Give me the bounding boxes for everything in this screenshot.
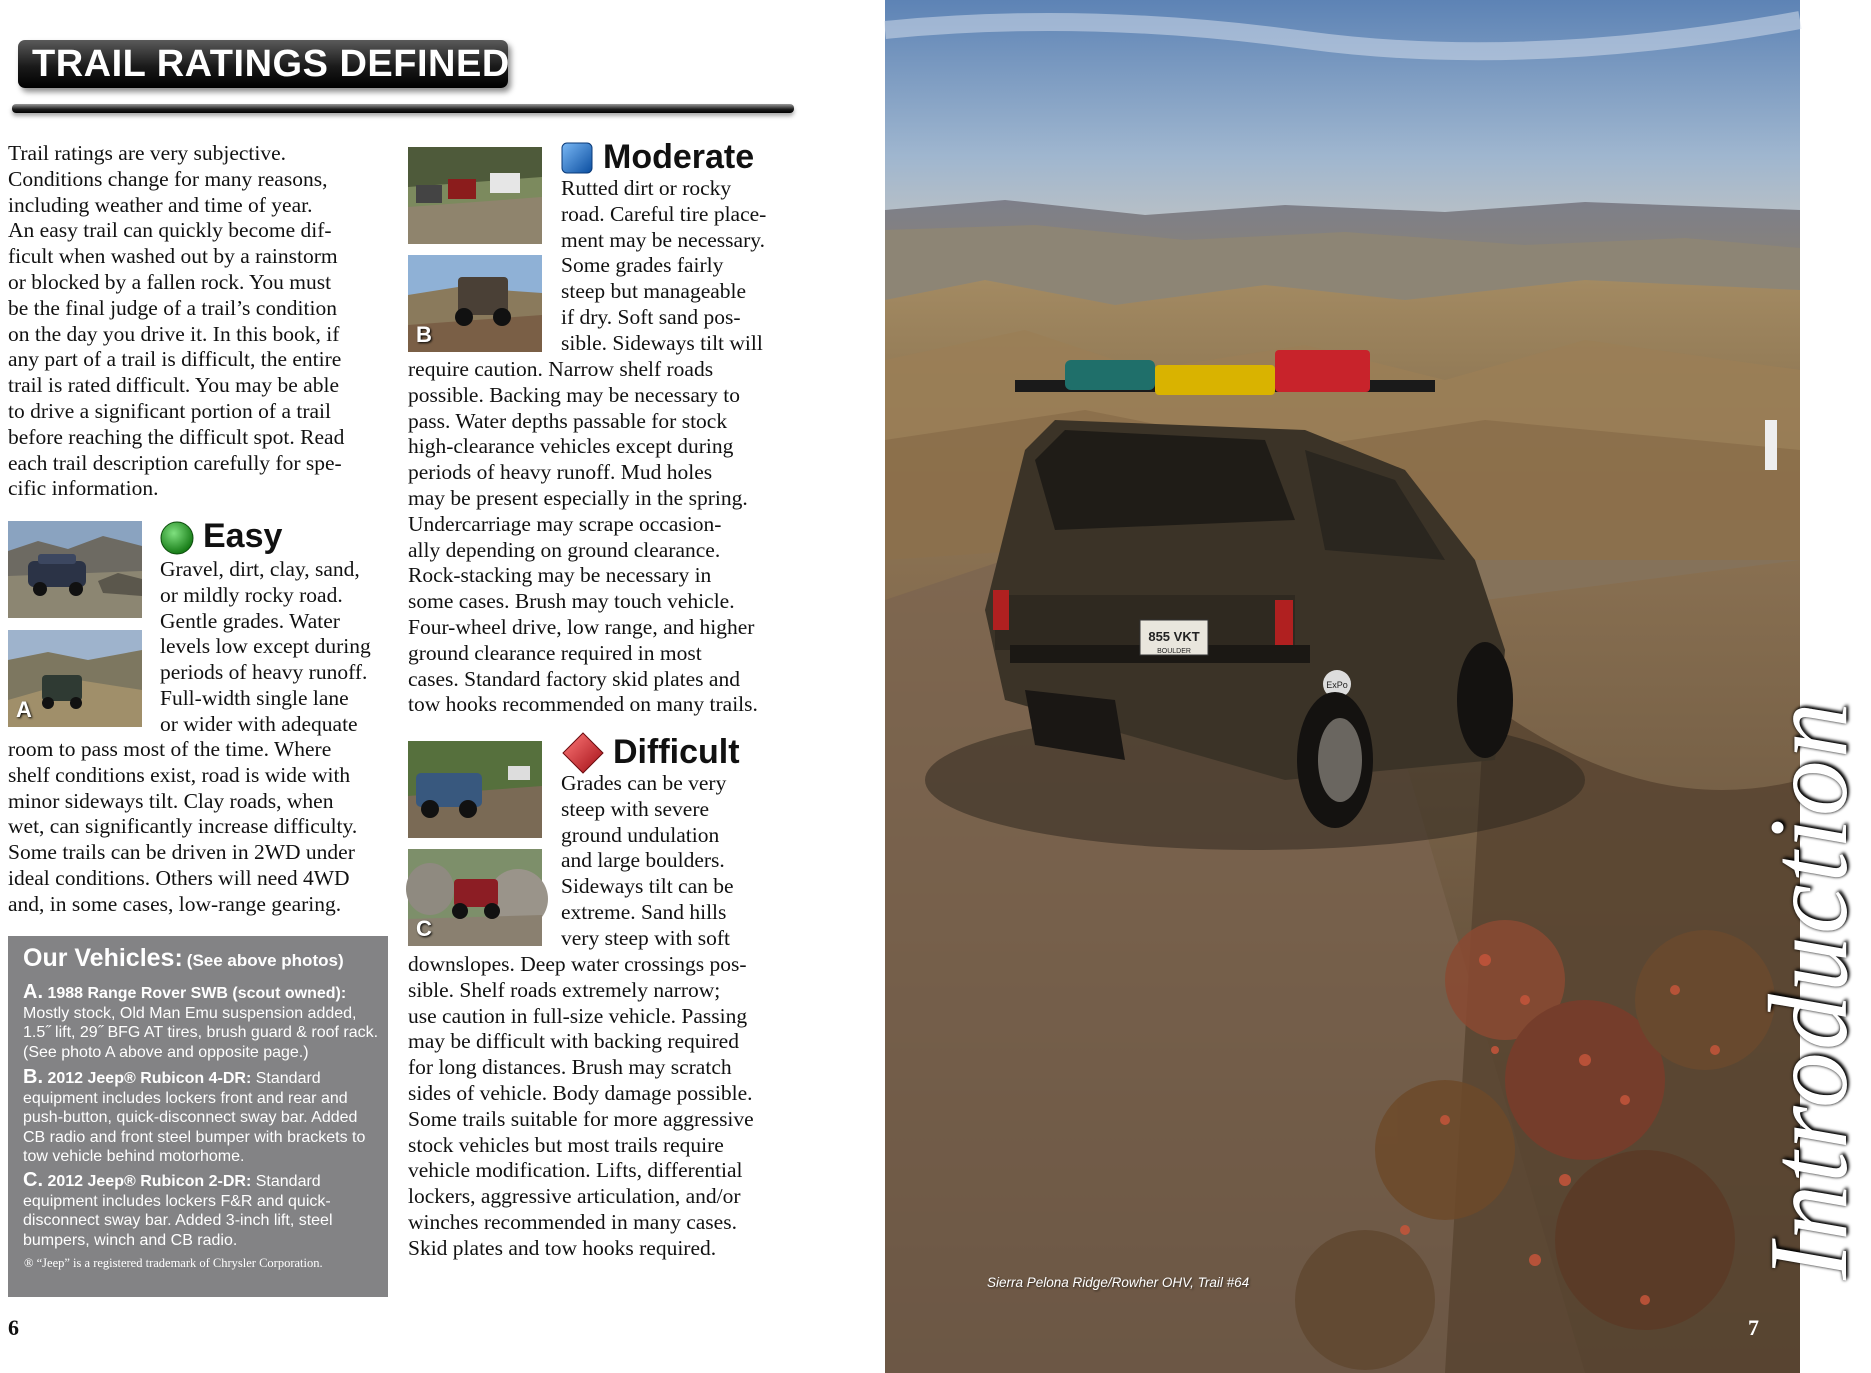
intro-line: ficult when washed out by a rainstorm (8, 244, 338, 269)
intro-line: trail is rated difficult. You may be able (8, 373, 339, 398)
difficult-description-wrap (561, 771, 791, 952)
moderate-heading: Moderate (603, 138, 755, 176)
difficult-line: stock vehicles but most trails require (408, 1132, 724, 1157)
intro-line: Trail ratings are very subjective. (8, 141, 287, 165)
title-rule (12, 104, 794, 113)
moderate-photo-2 (408, 255, 542, 352)
moderate-line: Some grades fairly (561, 253, 724, 278)
page-number-right: 7 (1748, 1315, 1759, 1340)
photo-caption: Sierra Pelona Ridge/Rowher OHV, Trail #64 (987, 1275, 1250, 1290)
easy-line: room to pass most of the time. Where (8, 737, 332, 761)
vehicles-title (23, 944, 344, 973)
easy-line: Some trails can be driven in 2WD under (8, 840, 355, 865)
intro-line: Conditions change for many reasons, (8, 166, 328, 191)
vehicle-item-a (23, 983, 383, 1062)
vehicles-title-text: Our Vehicles: (23, 944, 183, 972)
license-plate: 855 VKT (1148, 629, 1200, 644)
easy-line: or mildly rocky road. (160, 582, 343, 607)
difficult-line: vehicle modification. Lifts, differential (408, 1158, 743, 1183)
difficult-line: Some trails suitable for more aggressive (408, 1106, 754, 1131)
difficult-line: lockers, aggressive articulation, and/or (408, 1184, 741, 1209)
difficult-line: sides of vehicle. Body damage possible. (408, 1080, 753, 1105)
intro-paragraph (8, 141, 378, 502)
moderate-line: steep but manageable (561, 279, 747, 304)
moderate-line: tow hooks recommended on many trails. (408, 692, 758, 717)
moderate-description (408, 357, 798, 718)
difficult-line: winches recommended in many cases. (408, 1209, 737, 1234)
difficult-line: Skid plates and tow hooks required. (408, 1235, 717, 1260)
page-title: TRAIL RATINGS DEFINED (32, 43, 510, 85)
easy-photo-2 (8, 630, 142, 727)
page-number-left: 6 (8, 1315, 19, 1340)
easy-line: ideal conditions. Others will need 4WD (8, 865, 350, 890)
easy-line: periods of heavy runoff. (160, 660, 368, 685)
vehicle-item-b (23, 1068, 383, 1167)
vehicles-subtitle: (See above photos) (186, 951, 344, 970)
easy-heading: Easy (203, 517, 283, 555)
intro-line: on the day you drive it. In this book, if (8, 321, 340, 346)
vehicle-name: 2012 Jeep® Rubicon 4-DR: (47, 1070, 252, 1087)
intro-line: cific information. (8, 476, 159, 501)
moderate-line: Rutted dirt or rocky (561, 176, 732, 200)
blue-square-icon (561, 142, 593, 174)
our-vehicles-box (8, 936, 388, 1297)
moderate-line: possible. Backing may be necessary to (408, 382, 740, 407)
vehicle-letter: A. (23, 981, 43, 1003)
difficult-line: steep with severe (561, 796, 710, 821)
easy-line: wet, can significantly increase difficulty. (8, 814, 358, 839)
vehicle-name: 1988 Range Rover SWB (scout owned): (47, 985, 347, 1002)
moderate-line: may be present especially in the spring. (408, 485, 748, 510)
easy-description-wrap (160, 557, 395, 738)
moderate-line: cases. Standard factory skid plates and (408, 666, 740, 691)
moderate-line: ground clearance required in most (408, 640, 702, 665)
difficult-line: may be difficult with backing required (408, 1029, 739, 1054)
difficult-line: downslopes. Deep water crossings pos- (408, 952, 747, 976)
easy-line: levels low except during (160, 634, 371, 659)
easy-line: and, in some cases, low-range gearing. (8, 891, 342, 916)
easy-line: Full-width single lane (160, 685, 349, 710)
green-circle-icon (160, 521, 194, 555)
vehicle-desc: Standard equipment includes lockers front and rear and push-button, quick-disconnect sway bar. Added CB radio and front steel bumper with brackets to tow vehicle behind motorhome. (23, 1070, 366, 1165)
intro-line: including weather and time of year. (8, 192, 313, 217)
difficult-line: Sideways tilt can be (561, 874, 734, 899)
intro-line: be the final judge of a trail’s condition (8, 295, 337, 320)
moderate-line: pass. Water depths passable for stock (408, 408, 728, 433)
moderate-line: some cases. Brush may touch vehicle. (408, 589, 735, 614)
intro-line: to drive a significant portion of a trail (8, 398, 332, 423)
difficult-heading: Difficult (613, 733, 740, 771)
easy-line: Gravel, dirt, clay, sand, (160, 557, 360, 581)
intro-line: or blocked by a fallen rock. You must (8, 269, 332, 294)
difficult-photo-2 (408, 849, 542, 946)
easy-description (8, 737, 393, 918)
vehicle-desc: Standard equipment includes lockers F&R and quick-disconnect sway bar. Added 3-inch lift, steel bumpers, winch and CB radio. (23, 1173, 333, 1249)
difficult-line: and large boulders. (561, 848, 725, 873)
difficult-photo-1 (408, 741, 542, 838)
intro-line: any part of a trail is difficult, the entire (8, 347, 342, 372)
difficult-line: use caution in full-size vehicle. Passing (408, 1003, 748, 1028)
red-diamond-icon (561, 731, 605, 775)
difficult-line: extreme. Sand hills (561, 899, 727, 924)
easy-line: Gentle grades. Water (160, 608, 340, 633)
vehicle-letter: C. (23, 1169, 43, 1191)
easy-line: shelf conditions exist, road is wide with (8, 762, 351, 787)
photo-letter-b: B (416, 322, 432, 347)
section-title-tab (18, 40, 508, 88)
easy-line: or wider with adequate (160, 711, 358, 736)
moderate-line: sible. Sideways tilt will (561, 330, 763, 355)
easy-photo-1 (8, 521, 142, 618)
moderate-line: periods of heavy runoff. Mud holes (408, 460, 713, 485)
intro-line: An easy trail can quickly become dif- (8, 218, 332, 243)
moderate-line: high-clearance vehicles except during (408, 434, 734, 459)
moderate-line: Rock-stacking may be necessary in (408, 563, 712, 588)
vehicle-letter: B. (23, 1066, 43, 1088)
moderate-line: Four-wheel drive, low range, and higher (408, 614, 755, 639)
difficult-description (408, 952, 798, 1262)
license-plate-city: BOULDER (1157, 648, 1191, 655)
intro-line: each trail description carefully for spe- (8, 450, 342, 475)
easy-line: minor sideways tilt. Clay roads, when (8, 788, 334, 813)
photo-letter-a: A (16, 697, 32, 722)
left-page (0, 0, 885, 1373)
moderate-photo-1 (408, 147, 542, 244)
photo-letter-c: C (416, 916, 432, 941)
expo-badge: ExPo (1326, 680, 1348, 690)
moderate-line: road. Careful tire place- (561, 201, 767, 226)
vehicle-name: 2012 Jeep® Rubicon 2-DR: (47, 1173, 252, 1190)
moderate-line: ally depending on ground clearance. (408, 537, 721, 562)
right-page-photo (885, 0, 1871, 1373)
range-rover-scene (885, 0, 1800, 1373)
trademark-note: ® “Jeep” is a registered trademark of Chrysler Corporation. (24, 1256, 323, 1270)
moderate-description-wrap (561, 176, 791, 357)
section-tab-introduction: Introduction (1747, 700, 1871, 1280)
intro-line: before reaching the difficult spot. Read (8, 424, 345, 449)
difficult-line: ground undulation (561, 822, 720, 847)
moderate-line: ment may be necessary. (561, 227, 765, 252)
moderate-line: require caution. Narrow shelf roads (408, 357, 714, 381)
difficult-line: Grades can be very (561, 771, 727, 795)
difficult-line: for long distances. Brush may scratch (408, 1055, 732, 1080)
moderate-line: if dry. Soft sand pos- (561, 304, 741, 329)
moderate-line: Undercarriage may scrape occasion- (408, 511, 722, 536)
difficult-line: very steep with soft (561, 925, 730, 950)
difficult-line: sible. Shelf roads extremely narrow; (408, 977, 721, 1002)
vehicle-item-c (23, 1171, 383, 1250)
vehicle-desc: Mostly stock, Old Man Emu suspension added, 1.5˝ lift, 29˝ BFG AT tires, brush guard & roof rack. (See photo A above and opposite page.) (23, 1004, 379, 1061)
